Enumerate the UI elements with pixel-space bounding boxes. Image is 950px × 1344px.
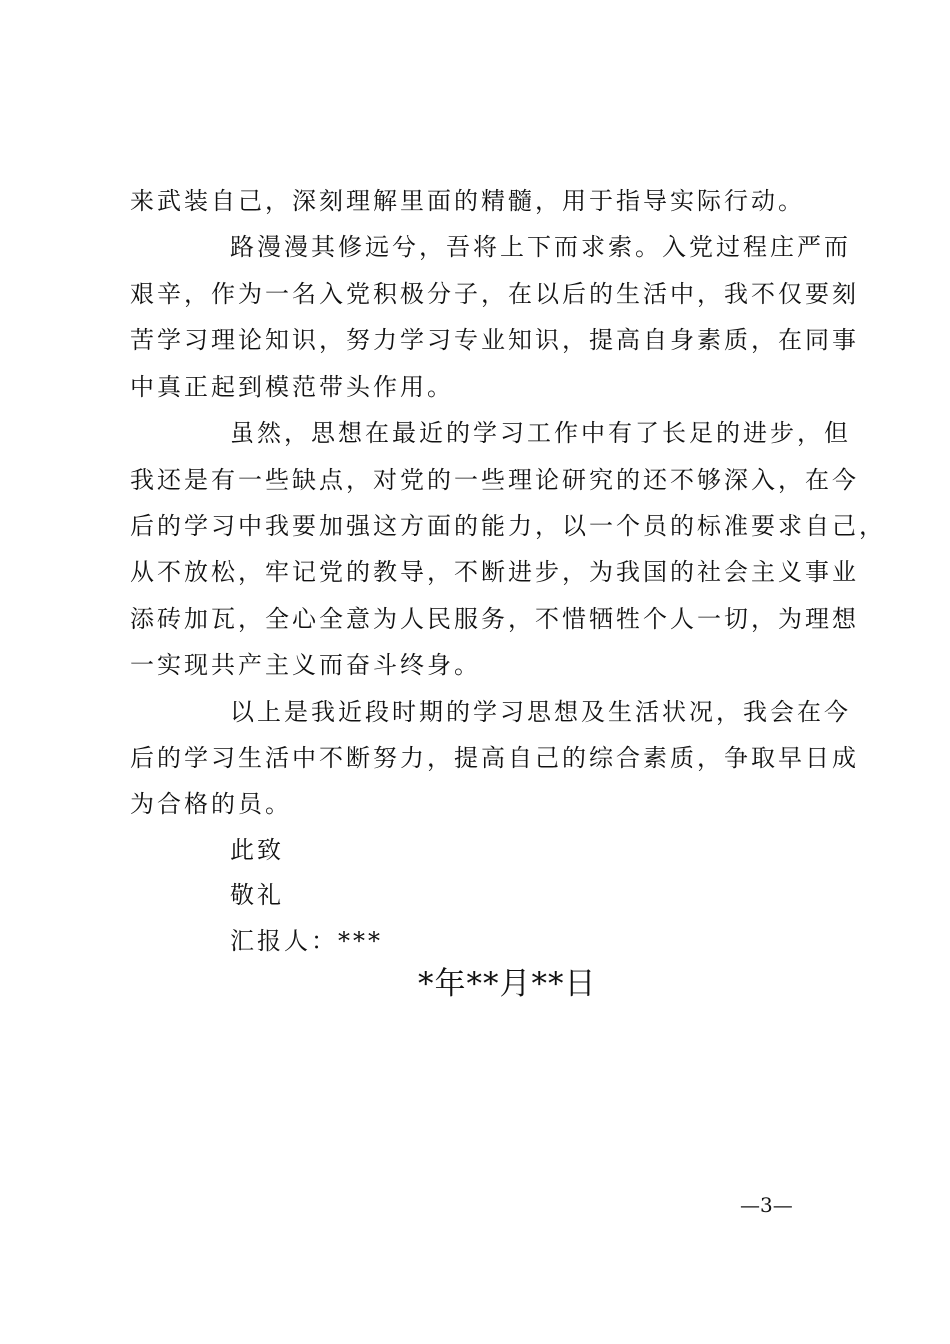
report-date: *年**月**日	[418, 966, 597, 1002]
body-text-line: 来武装自己，深刻理解里面的精髓，用于指导实际行动。	[130, 187, 805, 215]
body-text-line: 为合格的员。	[130, 790, 292, 818]
body-text-line: 添砖加瓦，全心全意为人民服务，不惜牺牲个人一切，为理想	[130, 605, 859, 633]
body-text-line: 我还是有一些缺点，对党的一些理论研究的还不够深入，在今	[130, 466, 859, 494]
body-text-line: 苦学习理论知识，努力学习专业知识，提高自身素质，在同事	[130, 326, 859, 354]
paragraph-first-line: 路漫漫其修远兮，吾将上下而求索。入党过程庄严而	[230, 233, 851, 261]
body-text-line: 一实现共产主义而奋斗终身。	[130, 651, 481, 679]
closing-respect: 敬礼	[230, 881, 284, 909]
body-text-line: 后的学习生活中不断努力，提高自己的综合素质，争取早日成	[130, 744, 859, 772]
closing-salutation: 此致	[230, 836, 284, 864]
paragraph-first-line: 以上是我近段时期的学习思想及生活状况，我会在今	[230, 698, 851, 726]
body-text-line: 艰辛，作为一名入党积极分子，在以后的生活中，我不仅要刻	[130, 280, 859, 308]
body-text-line: 后的学习中我要加强这方面的能力，以一个员的标准要求自己，	[130, 512, 886, 540]
body-text-line: 从不放松，牢记党的教导，不断进步，为我国的社会主义事业	[130, 558, 859, 586]
paragraph-first-line: 虽然，思想在最近的学习工作中有了长足的进步，但	[230, 419, 851, 447]
reporter-signature: 汇报人：***	[230, 927, 383, 955]
page-number: —3—	[740, 1193, 793, 1217]
body-text-line: 中真正起到模范带头作用。	[130, 373, 454, 401]
